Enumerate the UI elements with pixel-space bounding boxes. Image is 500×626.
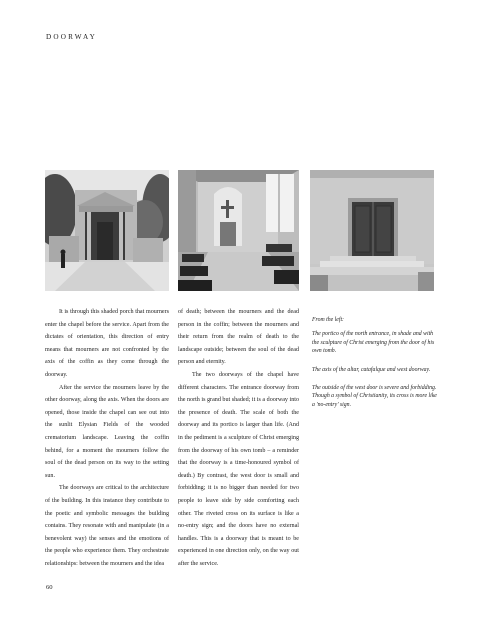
paragraph: The doorways are critical to the architecture of the building. In this instance they contribute to the poetic and symbolic messages the building contains. They resonate with and manipulate (in a benevolent way) the senses and the emotions of the people who experience them. They orchestrate relationships: between the mourners and the idea: [45, 485, 169, 567]
paragraph: It is through this shaded porch that mourners enter the chapel before the service. Apart from the dictates of orientation, this direction of entry means that mourners are not confronted by the axis of the coffin as they come through the doorway.: [45, 309, 169, 378]
captions-heading: From the left:: [312, 317, 344, 323]
photo-captions: [312, 316, 440, 419]
photo-chapel-interior: [178, 170, 299, 291]
photo-west-door: [310, 170, 434, 291]
paragraph: The two doorways of the chapel have different characters. The entrance doorway from the north is grand but shaded; it is a doorway into the presence of death. The scale of both the doorway and its portico is larger than life. (And in the pediment is a sculpture of Christ emerging from the doorway of his own tomb – a reminder that the doorway is a time-honoured symbol of death.) By contrast, the west door is small and forbidding; it is no bigger than needed for two people to leave side by side comforting each other. The riveted cross on its surface is like a no-entry sign; and the doors have no external handles. This is a doorway that is meant to be experienced in one direction only, on the way out after the service.: [178, 371, 299, 567]
caption-item: The portico of the north entrance, in shade and with the sculpture of Christ emerging from the door of his own tomb.: [312, 331, 435, 355]
paragraph: of death; between the mourners and the dead person in the coffin; between the mourners and their return from the realm of death to the landscape outside; between the soul of the dead person and eternity.: [178, 309, 299, 366]
text-column-2: [178, 306, 299, 570]
paragraph: After the service the mourners leave by the other doorway, along the axis. When the doors are opened, those inside the chapel can see out into the sunlit Elysian Fields of the wooded crematorium landscape. Leaving the coffin behind, for a moment the mourners follow the soul of the dead person on its way to the setting sun.: [45, 384, 169, 479]
photo-north-portico: [45, 170, 169, 291]
running-head: DOORWAY: [46, 33, 98, 41]
caption-item: The outside of the west door is severe and forbidding. Though a symbol of Christianity, its cross is more like a 'no-entry' sign.: [312, 385, 437, 408]
text-column-1: [45, 306, 169, 570]
caption-item: The axis of the altar, catafalque and west doorway.: [312, 366, 431, 373]
page-number: 60: [46, 584, 53, 591]
